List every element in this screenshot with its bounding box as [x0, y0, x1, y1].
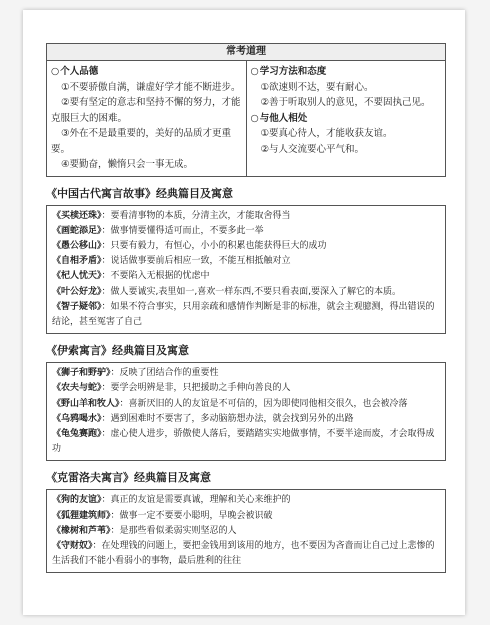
circle-bullet-icon: ○ — [250, 66, 259, 77]
list-item: 《叶公好龙》：做人要诚实,表里如一,喜欢一样东西,不要只看表面,要深入了解它的本质。 — [52, 286, 401, 297]
heading-getting-along: ○与他人相处 — [250, 112, 308, 124]
section-title-aesop-fables: 《伊索寓言》经典篇目及寓意 — [46, 344, 189, 358]
left-column — [47, 61, 247, 176]
right-column — [247, 61, 446, 176]
circle-bullet-icon: ○ — [51, 66, 60, 77]
page-content — [46, 43, 446, 573]
getting-along-item: ①要真心待人，才能收获友谊。 — [260, 128, 393, 139]
box-columns — [47, 61, 445, 176]
document-page — [23, 10, 465, 615]
fable-list-aesop — [46, 362, 446, 461]
list-item: 《狗的友谊》：真正的友谊是需要真诚，理解和关心来维护的 — [52, 495, 291, 506]
list-item: 《杞人忧天》：不要陷入无根据的忧虑中 — [52, 271, 210, 282]
list-item: 《野山羊和牧人》：喜新厌旧的人的友谊是不可信的，因为即使同他相交很久，也会被冷落 — [52, 398, 408, 409]
list-item: 《龟兔赛跑》：虚心使人进步，骄傲使人落后，要踏踏实实地做事情，不要半途而废，才会取得成功 — [52, 428, 435, 455]
list-item: 《乌鸦喝水》：遇到困难时不要害了，多动脑筋想办法，就会找到另外的出路 — [52, 413, 354, 424]
list-item: 《狐狸建筑师》：做事一定不要要小聪明，早晚会被识破 — [52, 510, 273, 521]
list-item: 《狮子和野驴》：反映了团结合作的重要性 — [52, 368, 219, 379]
section-title-chinese-fables: 《中国古代寓言故事》经典篇目及寓意 — [46, 186, 233, 200]
list-item: 《守财奴》：在处理钱的问题上，要把金钱用到该用的地方，也不要因为吝啬而让自己过上悲惨的生活我们不能小看弱小的事物，最后胜利的往往 — [52, 540, 435, 567]
heading-personal-virtue: ○个人品德 — [51, 66, 99, 77]
study-item: ①欲速则不达，要有耐心。 — [260, 81, 374, 93]
list-item: 《画蛇添足》：做事情要懂得适可而止，不要多此一举 — [52, 225, 264, 236]
circle-bullet-icon: ○ — [250, 112, 259, 124]
key-principles-box — [46, 43, 446, 177]
list-item: 《橡树和芦苇》：是那些看似柔弱实则坚忍的人 — [52, 525, 237, 536]
list-item: 《自相矛盾》：说话做事要前后相应一致，不能互相抵触对立 — [52, 256, 291, 267]
virtue-item: ④要勤奋，懒惰只会一事无成。 — [61, 159, 194, 170]
getting-along-item: ②与人交流要心平气和。 — [260, 143, 365, 155]
fable-list-krylov — [46, 489, 446, 573]
list-item: 《智子疑邻》：如果不符合事实，只用亲疏和感情作判断是非的标准，就会主观臆测，得出错误的结论，甚至冤害了自己 — [52, 301, 435, 327]
virtue-item: ①不要骄傲自满，谦虚好学才能不断进步。 — [61, 81, 241, 93]
box-title: 常考道理 — [47, 44, 445, 61]
section-title-krylov-fables: 《克雷洛夫寓言》经典篇目及寓意 — [46, 471, 211, 485]
fable-list-chinese — [46, 205, 446, 335]
virtue-item: ③外在不是最重要的，美好的品质才更重要。 — [51, 128, 232, 155]
virtue-item: ②要有坚定的意志和坚持不懈的努力，才能克服巨大的困难。 — [51, 97, 241, 124]
list-item: 《买椟还珠》：要看清事物的本质，分清主次，才能取舍得当 — [52, 210, 291, 221]
heading-study-method: ○学习方法和态度 — [250, 66, 327, 77]
list-item: 《愚公移山》：只要有毅力，有恒心，小小的积累也能获得巨大的成功 — [52, 240, 327, 251]
study-item: ②善于听取别人的意见，不要固执己见。 — [260, 97, 431, 108]
list-item: 《农夫与蛇》：要学会明辨是非，只把援助之手伸向善良的人 — [52, 383, 291, 394]
